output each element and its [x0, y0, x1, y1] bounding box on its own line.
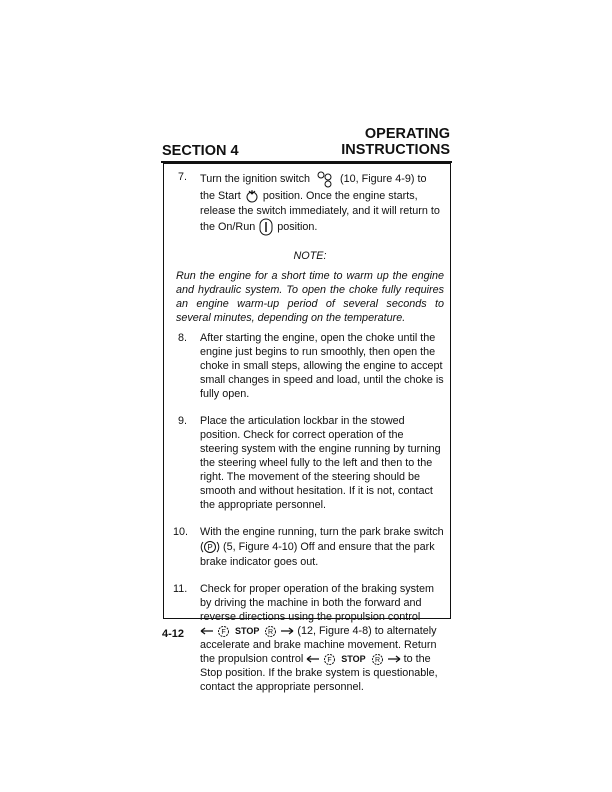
park-brake-icon [200, 539, 220, 555]
note-text: Run the engine for a short time to warm up the engine and hydraulic system. To open the choke fully requires an engine warm-up period of several seconds to several minutes, depending on the temperature. [176, 270, 444, 324]
svg-text:F: F [221, 628, 226, 636]
forward-gear-icon [323, 653, 336, 666]
section-title [341, 126, 450, 158]
propulsion-control-symbol [306, 653, 403, 665]
forward-gear-icon [217, 625, 230, 638]
step-number: 8. [178, 332, 188, 344]
title-line-1: OPERATING [364, 126, 450, 142]
step-10: 10. With the engine running, turn the park brake switch P (5, Figure 4-10) Off and ensure that the park brake indicator goes out. [173, 526, 444, 568]
on-run-position-icon [258, 218, 274, 236]
arrow-left-icon [306, 655, 320, 663]
propulsion-control-symbol [200, 625, 297, 637]
page-number: 4-12 [162, 628, 185, 640]
start-position-icon [244, 188, 260, 204]
svg-text:R: R [374, 656, 380, 664]
reverse-gear-icon [371, 653, 384, 666]
step-number: 7. [178, 171, 188, 183]
svg-text:F: F [327, 656, 332, 664]
arrow-right-icon [280, 627, 294, 635]
arrow-left-icon [200, 627, 214, 635]
ignition-switch-icon [313, 170, 337, 188]
step-9: 9. Place the articulation lockbar in the stowed position. Check for correct operation of the steering system with the engine running by turning the steering wheel fully to the left and then to the right. The movement of the steering should be smooth and without hesitation. If it is not, contact the appropriate personnel. [178, 415, 441, 511]
step-number: 10. [173, 526, 189, 538]
step-8: 8. After starting the engine, open the choke until the engine just begins to run smoothly, then open the choke in small steps, allowing the engine to accept small changes in speed and load, until the choke is fully open. [178, 332, 444, 400]
svg-text:P: P [207, 543, 213, 552]
title-line-2: INSTRUCTIONS [341, 142, 450, 158]
step-11: 11. Check for proper operation of the braking system by driving the machine in both the forward and reverse directions using the propulsion control F STOP R (12, Figure 4-8) to alternately accelerate and brake machine movement. Return the propulsion control F STOP R to the Stop position. If the brake system is questionable, contact the appropriate personnel. [173, 583, 438, 693]
stop-label: STOP [235, 626, 260, 636]
note-heading: NOTE: [293, 250, 327, 262]
step-number: 9. [178, 415, 188, 427]
arrow-right-icon [387, 655, 401, 663]
step-number: 11. [173, 583, 188, 595]
svg-text:R: R [268, 628, 274, 636]
step-7: 7. Turn the ignition switch (10, Figure 4-9) to the Start position. Once the engine starts, release the switch immediately, and it will return to the On/Run position. [176, 170, 444, 236]
stop-label: STOP [341, 654, 366, 664]
reverse-gear-icon [264, 625, 277, 638]
section-label: SECTION 4 [162, 143, 239, 159]
